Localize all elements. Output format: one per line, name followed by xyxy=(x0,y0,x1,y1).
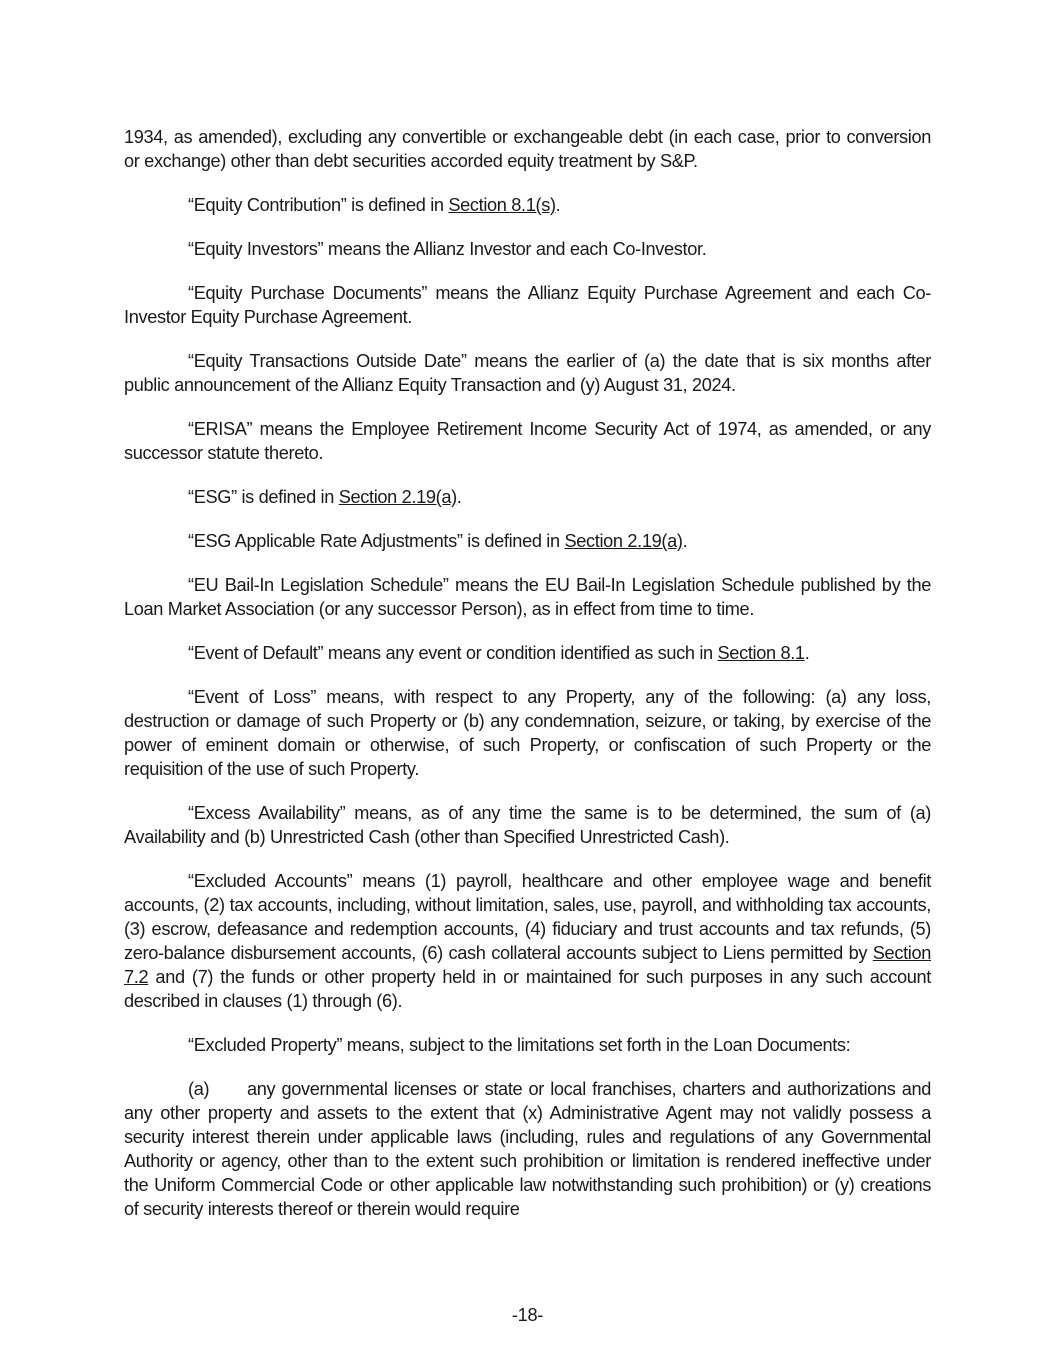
definition-text: means, as of any time the same is to be determined, the sum of (a) Availability and (b) Unrestricted Cash (other than Specified Unrestricted Cash). xyxy=(124,803,931,847)
definition-text: is defined in xyxy=(462,531,565,551)
definition-esg-applicable-rate-adjustments: “ESG Applicable Rate Adjustments” is defined in Section 2.19(a). xyxy=(188,531,688,551)
definition-eu-bail-in-legislation-schedule xyxy=(124,573,931,621)
defined-term: “Equity Investors” xyxy=(188,239,324,259)
defined-term: “EU Bail-In Legislation Schedule” xyxy=(188,575,449,595)
definition-equity-investors xyxy=(124,237,931,261)
definition-equity-transactions-outside-date xyxy=(124,349,931,397)
definition-event-of-loss xyxy=(124,685,931,781)
section-reference-link[interactable]: Section 2.19(a) xyxy=(564,531,683,551)
definition-text: means, subject to the limitations set forth in the Loan Documents: xyxy=(342,1035,851,1055)
definition-excluded-accounts xyxy=(124,869,931,1013)
definition-text: means the Employee Retirement Income Security Act of 1974, as amended, or any successor statute thereto. xyxy=(124,419,931,463)
defined-term: “Event of Default” xyxy=(188,643,324,663)
section-reference-link[interactable]: Section 8.1(s) xyxy=(448,195,556,215)
defined-term: “Excess Availability” xyxy=(188,803,346,823)
paragraph-continuation xyxy=(124,125,931,173)
definition-esg: “ESG” is defined in Section 2.19(a). xyxy=(188,487,462,507)
document-body xyxy=(124,125,931,1241)
defined-term: “Event of Loss” xyxy=(188,687,317,707)
definition-equity-contribution: “Equity Contribution” is defined in Section 8.1(s). xyxy=(188,195,561,215)
definition-excess-availability xyxy=(124,801,931,849)
definition-erisa xyxy=(124,417,931,465)
clause-label: (a) xyxy=(188,1079,210,1099)
defined-term: “Equity Transactions Outside Date” xyxy=(188,351,467,371)
paragraph-text: 1934, as amended), excluding any convertible or exchangeable debt (in each case, prior to conversion or exchange) other than debt securities accorded equity treatment by S&P. xyxy=(124,127,931,171)
clause-a xyxy=(124,1077,931,1221)
definition-text: is defined in xyxy=(346,195,449,215)
definition-equity-purchase-documents xyxy=(124,281,931,329)
section-reference-link[interactable]: Section 7.2 xyxy=(124,943,931,987)
definition-text: is defined in xyxy=(236,487,339,507)
definition-text: means any event or condition identified as such in xyxy=(323,643,718,663)
definition-text: means the Allianz Equity Purchase Agreement and each Co-Investor Equity Purchase Agreement. xyxy=(124,283,931,327)
defined-term: “Equity Contribution” xyxy=(188,195,347,215)
definition-excluded-property xyxy=(124,1033,931,1057)
defined-term: “Excluded Property” xyxy=(188,1035,343,1055)
defined-term: “Excluded Accounts” xyxy=(188,871,353,891)
definition-text-tail: and (7) the funds or other property held in or maintained for such purposes in any such account described in clauses (1) through (6). xyxy=(124,967,931,1011)
clause-text: any governmental licenses or state or local franchises, charters and authorizations and any other property and assets to the extent that (x) Administrative Agent may not validly possess a security interest therein under applicable laws (including, rules and regulations of any Governmental Authority or agency, other than to the extent such prohibition or limitation is rendered ineffective under the Uniform Commercial Code or other applicable law notwithstanding such prohibition) or (y) creations of security interests thereof or therein would require xyxy=(124,1079,931,1219)
definition-text: means (1) payroll, healthcare and other employee wage and benefit accounts, (2) tax accounts, including, without limitation, sales, use, payroll, and withholding tax accounts, (3) escrow, defeasance and redemption accounts, (4) fiduciary and trust accounts and tax refunds, (5) zero-balance disbursement accounts, (6) cash collateral accounts subject to Liens permitted by xyxy=(124,871,931,963)
defined-term: “ESG” xyxy=(188,487,237,507)
page-number: -18- xyxy=(511,1305,544,1325)
defined-term: “ERISA” xyxy=(188,419,253,439)
defined-term: “Equity Purchase Documents” xyxy=(188,283,428,303)
section-reference-link[interactable]: Section 2.19(a) xyxy=(338,487,457,507)
definition-text: means the earlier of (a) the date that is six months after public announcement of the Allianz Equity Transaction and (y) August 31, 2024. xyxy=(124,351,931,395)
defined-term: “ESG Applicable Rate Adjustments” xyxy=(188,531,463,551)
definition-text: means, with respect to any Property, any of the following: (a) any loss, destruction or damage of such Property or (b) any condemnation, seizure, or taking, by exercise of the power of eminent domain or otherwise, of such Property, or confiscation of such Property or the requisition of the use of such Property. xyxy=(124,687,931,779)
definition-event-of-default: “Event of Default” means any event or condition identified as such in Section 8.1. xyxy=(188,643,810,663)
section-reference-link[interactable]: Section 8.1 xyxy=(717,643,805,663)
definition-text: means the EU Bail-In Legislation Schedule published by the Loan Market Association (or any successor Person), as in effect from time to time. xyxy=(124,575,931,619)
definition-text: means the Allianz Investor and each Co-Investor. xyxy=(323,239,707,259)
